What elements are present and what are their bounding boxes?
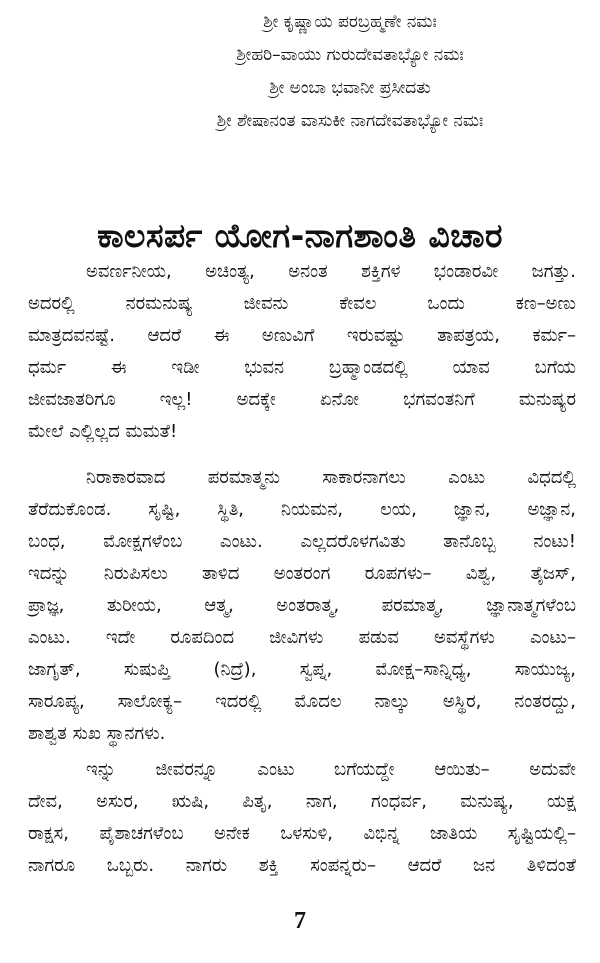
text-line: ಅವರ್ಣನೀಯ, ಅಚಿಂತ್ಯ, ಅನಂತ ಶಕ್ತಿಗಳ ಭಂಡಾರವೀ ಜಗತ್ತು.: [86, 261, 576, 282]
paragraph-3: [28, 754, 576, 882]
invocation-line: ಶ್ರೀ ಶೇಷಾನಂತ ವಾಸುಕೀ ನಾಗದೇವತಾಭ್ಯೋ ನಮಃ: [216, 111, 484, 131]
invocation-line: ಶ್ರೀಹರಿ–ವಾಯು ಗುರುದೇವತಾಭ್ಯೋ ನಮಃ: [236, 45, 464, 65]
text-line: ಧರ್ಮ ಈ ಇಡೀ ಭುವನ ಬ್ರಹ್ಮಾಂಡದಲ್ಲಿ ಯಾವ ಬಗೆಯ: [28, 357, 576, 378]
invocation-line: ಶ್ರೀ ಅಂಬಾ ಭವಾನೀ ಪ್ರಸೀದತು: [269, 78, 431, 98]
text-line: ನಾಗರೂ ಒಬ್ಬರು. ನಾಗರು ಶಕ್ತಿ ಸಂಪನ್ನರು– ಆದರೆ ಜನ ತಿಳಿದಂತೆ: [28, 855, 576, 876]
text-line: ಇದನ್ನು ನಿರುಪಿಸಲು ತಾಳಿದ ಅಂತರಂಗ ರೂಪಗಳು– ವಿಶ್ವ, ತೈಜಸ್,: [28, 563, 576, 584]
text-line: ಇನ್ನು ಜೀವರನ್ನೂ ಎಂಟು ಬಗೆಯದ್ದೇ ಆಯಿತು– ಅದುವೇ: [86, 759, 576, 780]
text-line: ಮಾತ್ರದವನಷ್ಟೆ. ಆದರೆ ಈ ಅಣುವಿಗೆ ಇರುವಷ್ಟು ತಾಪತ್ರಯ, ಕರ್ಮ–: [28, 325, 576, 346]
text-line: ಅದರಲ್ಲಿ ನರಮನುಷ್ಯ ಜೀವನು ಕೇವಲ ಒಂದು ಕಣ–ಅಣು: [28, 293, 576, 314]
text-line: ನಿರಾಕಾರವಾದ ಪರಮಾತ್ಮನು ಸಾಕಾರನಾಗಲು ಎಂಟು ವಿಧದಲ್ಲಿ: [86, 467, 576, 488]
chapter-heading: ಕಾಲಸರ್ಪ ಯೋಗ-ನಾಗಶಾಂತಿ ವಿಚಾರ: [97, 216, 503, 255]
text-line: ಎಂಟು. ಇದೇ ರೂಪದಿಂದ ಜೀವಿಗಳು ಪಡುವ ಅವಸ್ಥೆಗಳು ಎಂಟು–: [28, 627, 576, 648]
text-line: ತೆರೆದುಕೊಂಡ. ಸೃಷ್ಟಿ, ಸ್ಥಿತಿ, ನಿಯಮನ, ಲಯ, ಜ್ಞಾನ, ಅಜ್ಞಾನ,: [28, 499, 576, 520]
text-line: ಬಂಧ, ಮೋಕ್ಷಗಳೆಂಬ ಎಂಟು. ಎಲ್ಲದರೊಳಗವಿತು ತಾನೊಬ್ಬ ನಂಟು!: [28, 531, 576, 552]
paragraph-2: [28, 462, 576, 750]
invocations: [100, 6, 600, 138]
text-line: ಪ್ರಾಜ್ಞ, ತುರೀಯ, ಆತ್ಮ, ಅಂತರಾತ್ಮ, ಪರಮಾತ್ಮ, ಜ್ಞಾನಾತ್ಮಗಳೆಂಬ: [28, 595, 576, 616]
text-line: ರಾಕ್ಷಸ, ಪೈಶಾಚಗಳೆಂಬ ಅನೇಕ ಒಳಸುಳಿ, ವಿಭಿನ್ನ ಜಾತಿಯ ಸೃಷ್ಟಿಯಲ್ಲಿ–: [28, 823, 576, 844]
paragraph-1: [28, 256, 576, 448]
text-line: ಜೀವಜಾತರಿಗೂ ಇಲ್ಲ! ಅದಕ್ಕೇ ಏನೋ ಭಗವಂತನಿಗೆ ಮನುಷ್ಯರ: [28, 389, 576, 410]
page-number: 7: [294, 908, 306, 934]
text-line: ಸಾರೂಪ್ಯ, ಸಾಲೋಕ್ಯ– ಇದರಲ್ಲಿ ಮೊದಲ ನಾಲ್ಕು ಅಸ್ಥಿರ, ನಂತರದ್ದು,: [28, 691, 576, 712]
text-line: ಜಾಗೃತ್, ಸುಷುಪ್ತಿ (ನಿದ್ರೆ), ಸ್ವಪ್ನ, ಮೋಕ್ಷ–ಸಾನ್ನಿಧ್ಯ, ಸಾಯುಜ್ಯ,: [28, 659, 576, 680]
text-line: ಶಾಶ್ವತ ಸುಖ ಸ್ಥಾನಗಳು.: [28, 723, 166, 744]
text-line: ಮೇಲೆ ಎಲ್ಲಿಲ್ಲದ ಮಮತೆ!: [28, 421, 178, 442]
text-line: ದೇವ, ಅಸುರ, ಋಷಿ, ಪಿತೃ, ನಾಗ, ಗಂಧರ್ವ, ಮನುಷ್ಯ, ಯಕ್ಷ: [28, 791, 576, 812]
invocation-line: ಶ್ರೀ ಕೃಷ್ಣಾಯ ಪರಬ್ರಹ್ಮಣೇ ನಮಃ: [263, 12, 437, 32]
